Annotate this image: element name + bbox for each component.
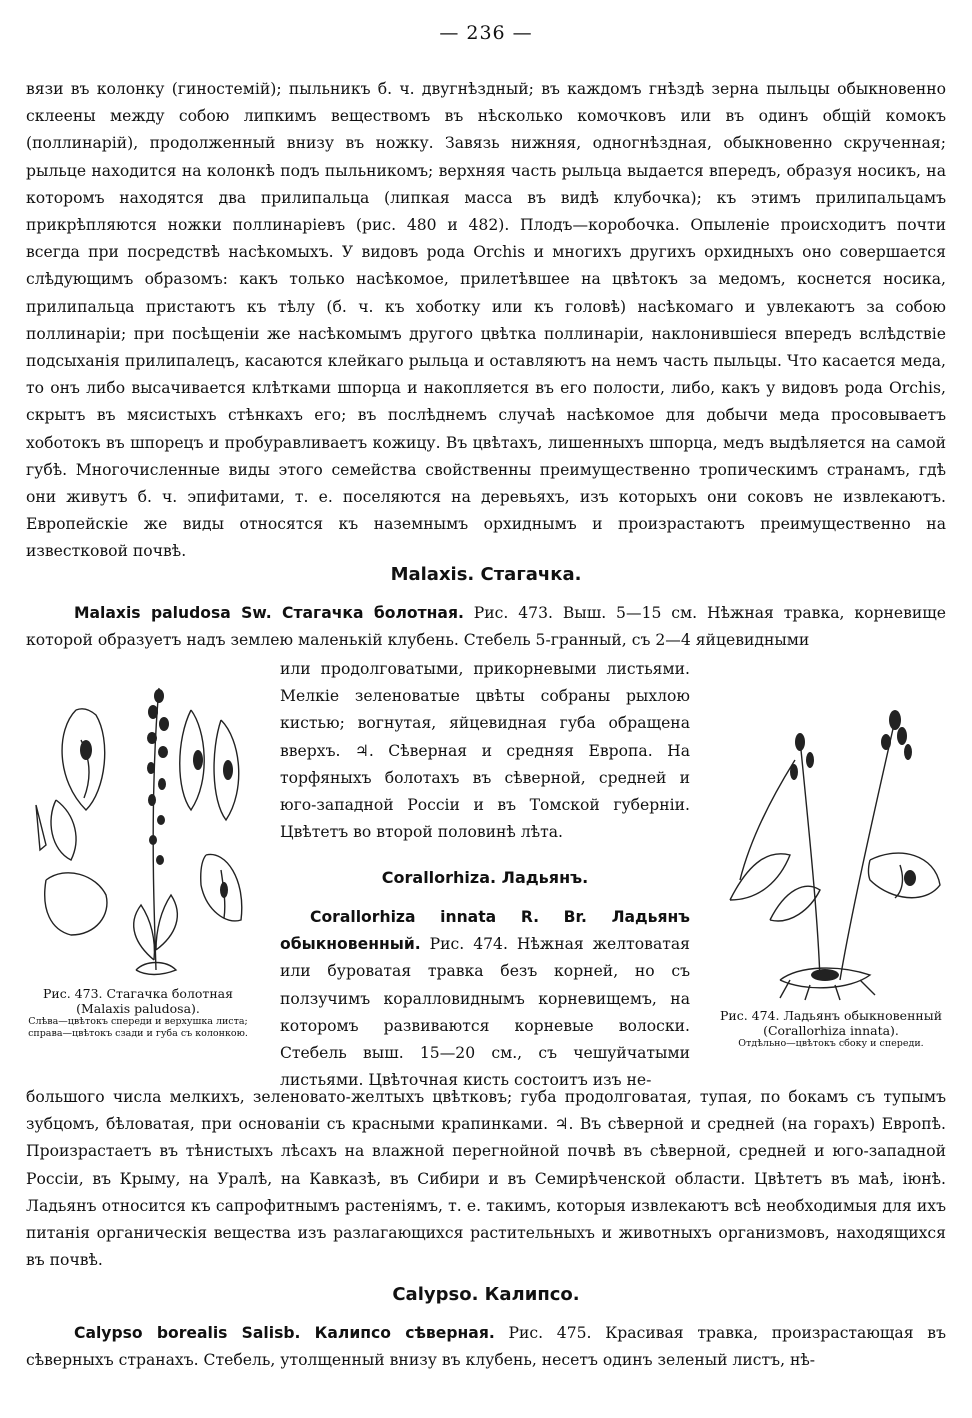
intro-paragraph: вязи въ колонку (гиностемій); пыльникъ б. ч. двугнѣздный; въ каждомъ гнѣздѣ зерна пыльцы обыкновенно склеены между собою липкимъ веществомъ въ нѣсколько комочковъ или въ одинъ общій комокъ (поллинарій), продолженный внизу въ ножку. Завязь нижняя, одногнѣздная, обыкновенно скрученная; рыльце находится на колонкѣ подъ пыльникомъ; верхняя часть рыльца выдается впередъ, образуя носикъ, на которомъ находятся два прилипальца (липкая масса въ видѣ клубочка); къ этимъ прилипальцамъ прикрѣпляются ножки поллинаріевъ (рис. 480 и 482). Плодъ—коробочка. Опыленіе происходитъ почти всегда при посредствѣ насѣкомыхъ. У видовъ рода Orchis и многихъ другихъ орхидныхъ оно совершается слѣдующимъ образомъ: какъ только насѣкомое, прилетѣвшее на цвѣтокъ за медомъ, коснется носика, прилипальца пристаютъ къ тѣлу (б. ч. къ хоботку или къ головѣ) насѣкомаго и увлекаютъ за собою поллинаріи; при посѣщеніи же насѣкомымъ другого цвѣтка поллинаріи, наклонившіеся впередъ вслѣдствіе подсыханія прилипалецъ, касаются клейкаго рыльца и оставляютъ на немъ часть пыльцы. Что касается меда, то онъ либо высачивается клѣтками шпорца и накопляется въ его полости, либо, какъ у видовъ рода Orchis, скрытъ въ мясистыхъ стѣнкахъ его; въ послѣднемъ случаѣ насѣкомое для добычи меда просовываетъ хоботокъ въ шпорецъ и пробуравливаетъ кожицу. Въ цвѣтахъ, лишенныхъ шпорца, медъ выдѣляется на самой губѣ. Многочисленные виды этого семейства свойственны преимущественно тропическимъ странамъ, гдѣ они живутъ б. ч. эпифитами, т. е. поселяются на деревьяхъ, изъ которыхъ они соковъ не извлекаютъ. Европейскіе же виды относятся къ наземнымъ орхиднымъ и произрастаютъ преимущественно на известковой почвѣ.: [26, 80, 946, 561]
corallorhiza-column-paragraph: [280, 904, 690, 1094]
figure-473-caption: [18, 986, 258, 1040]
corallorhiza-full-paragraph: большого числа мелкихъ, зеленовато-желтыхъ цвѣтковъ; губа продолговатая, тупая, по бокамъ съ тупымъ зубцомъ, бѣловатая, при основаніи съ красными крапинками. ♃. Въ сѣверной и средней (на горахъ) Европѣ. Произрастаетъ въ тѣнистыхъ лѣсахъ на влажной перегнойной почвѣ въ сѣверной, средней и юго-западной Россіи, въ Крыму, на Уралѣ, на Кавказѣ, въ Сибири и въ Семирѣченской области. Цвѣтетъ въ маѣ, іюнѣ. Ладьянъ относится къ сапрофитнымъ растеніямъ, т. е. такимъ, которыя извлекаютъ всѣ необходимыя для ихъ питанія органическія вещества изъ разлагающихся растительныхъ и животныхъ организмовъ, находящихся въ почвѣ.: [26, 1088, 946, 1270]
figure-473-malaxis-illustration: [26, 680, 262, 980]
calypso-text-full: Рис. 475. Красивая травка, произрастающая въ сѣверныхъ странахъ. Стебель, утолщенный внизу въ клубень, несетъ одинъ зеленый листъ, нѣ-: [26, 1324, 946, 1370]
corallorhiza-heading: Corallorhiza. Ладьянъ.: [381, 868, 589, 887]
figure-474-caption-title: Рис. 474. Ладьянъ обыкновенный (Corallorhiza innata).: [719, 1008, 943, 1038]
page-number: — 236 —: [439, 22, 533, 44]
figure-474-caption-note: Отдѣльно—цвѣтокъ сбоку и спереди.: [738, 1038, 924, 1049]
figure-474-caption: [706, 1008, 956, 1050]
figure-473-caption-title: Рис. 473. Стагачка болотная (Malaxis paludosa).: [42, 986, 234, 1016]
malaxis-column-text: или продолговатыми, прикорневыми листьями. Мелкіе зеленоватые цвѣты собраны рыхлою кистью; вогнутая, яйцевидная губа обращена вверхъ. ♃. Сѣверная и средняя Европа. На торфяныхъ болотахъ въ сѣверной, средней и юго-западной Россіи и въ Томской губерніи. Цвѣтетъ во второй половинѣ лѣта.: [280, 660, 690, 842]
corallorhiza-species-name: Corallorhiza innata R. Br. Ладьянъ обыкновенный.: [280, 908, 690, 954]
calypso-species-name: Calypso borealis Salisb. Калипсо сѣверная.: [74, 1324, 495, 1342]
malaxis-paragraph: [26, 600, 946, 654]
calypso-heading: Calypso. Калипсо.: [392, 1284, 580, 1305]
malaxis-heading: Malaxis. Стагачка.: [390, 564, 582, 585]
malaxis-text-full: Рис. 473. Выш. 5—15 см. Нѣжная травка, корневище которой образуетъ надъ землею маленькій клубень. Стебель 5-гранный, съ 2—4 яйцевидными: [26, 604, 946, 650]
calypso-paragraph: [26, 1320, 946, 1374]
figure-474-corallorhiza-illustration: [710, 680, 955, 1002]
figure-473-caption-note: Слѣва—цвѣтокъ спереди и верхушка листа; справа—цвѣтокъ сзади и губа съ колонкою.: [28, 1016, 248, 1039]
corallorhiza-column-text: Рис. 474. Нѣжная желтоватая или буроватая травка безъ корней, но съ ползучимъ коралловиднымъ корневищемъ, на которомъ развиваются корневые волоски. Стебель выш. 15—20 см., съ чешуйчатыми листьями. Цвѣточная кисть состоитъ изъ не-: [280, 935, 690, 1090]
malaxis-species-name: Malaxis paludosa Sw. Стагачка болотная.: [74, 604, 464, 622]
